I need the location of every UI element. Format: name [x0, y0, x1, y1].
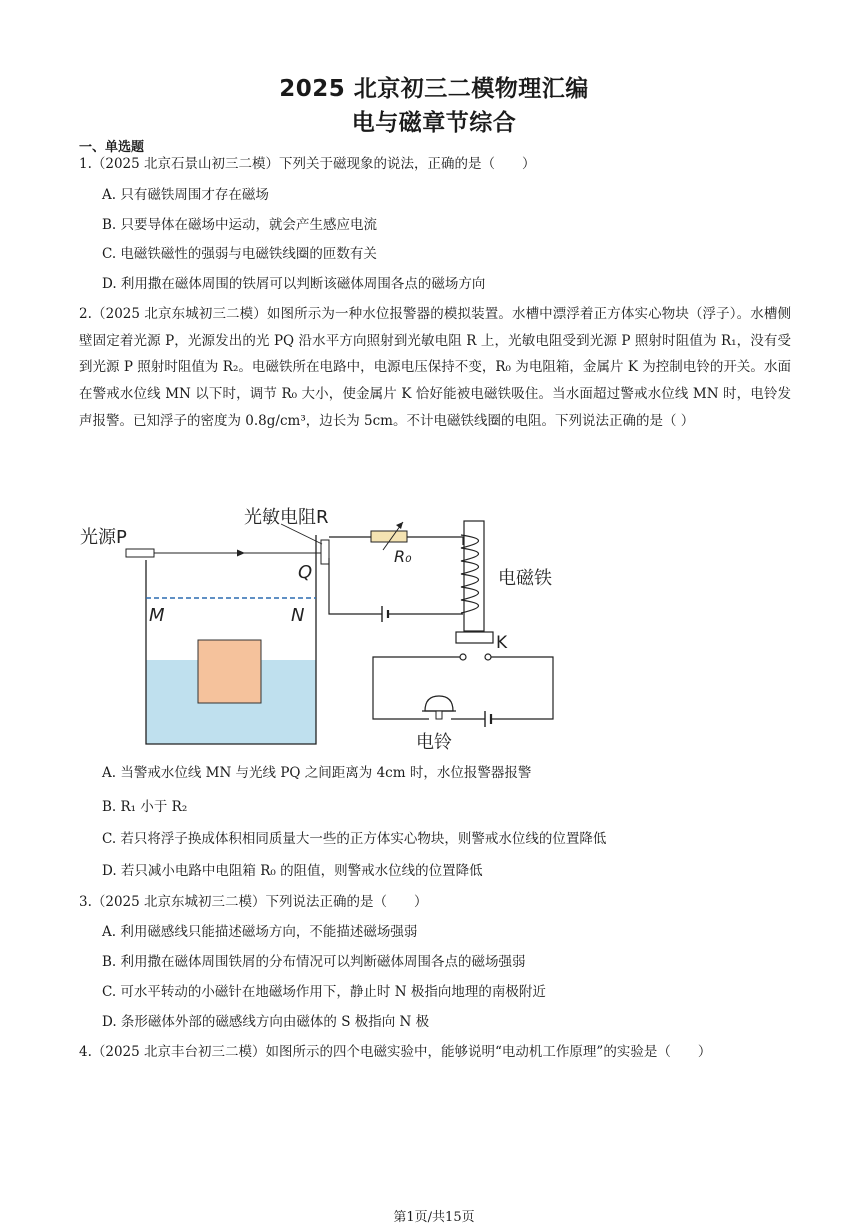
wire-top-right — [407, 537, 463, 545]
label-r0: R₀ — [394, 547, 412, 566]
bell-stem — [436, 711, 442, 719]
label-photoresistor: 光敏电阻R — [244, 507, 329, 528]
question-2-option-b: B. R₁ 小于 R₂ — [102, 799, 188, 815]
light-source-p — [126, 549, 154, 557]
photoresistor-r — [321, 540, 329, 564]
question-4-stem: 4.（2025 北京丰台初三二模）如图所示的四个电磁实验中，能够说明“电动机工作原理”的实验是（ ） — [79, 1044, 712, 1060]
page-footer: 第1页/共15页 — [393, 1210, 475, 1225]
question-2-option-d: D. 若只减小电路中电阻箱 R₀ 的阻值，则警戒水位线的位置降低 — [102, 863, 483, 879]
contact-right — [485, 654, 491, 660]
label-k: K — [496, 633, 508, 653]
question-2-stem: 2.（2025 北京东城初三二模）如图所示为一种水位报警器的模拟装置。水槽中漂浮着正方体实心物块（浮子）。水槽侧壁固定着光源 P，光源发出的光 PQ 沿水平方向照射到光敏电阻 R 上，光敏电阻受到光源 P 照射时阻值为 R₁，没有受到光源 P 照射时阻值为 R₂。电磁铁所在电路中，电源电压保持不变，R₀ 为电阻箱，金属片 K 为控制电铃的开关。水面在警戒水位线 MN 以下时，调节 R₀ 大小，使金属片 K 恰好能被电磁铁吸住。当水面超过警戒水位线 MN 时，电铃发声报警。已知浮子的密度为 0.8g/cm³，边长为 5cm。不计电磁铁线圈的电阻。下列说法正确的是（ ） — [79, 306, 791, 429]
question-3-option-d: D. 条形磁体外部的磁感线方向由磁体的 S 极指向 N 极 — [102, 1014, 430, 1030]
section-heading: 一、单选题 — [79, 140, 145, 155]
contact-left — [460, 654, 466, 660]
question-1-option-a: A. 只有磁铁周围才存在磁场 — [102, 187, 269, 203]
label-light-source: 光源P — [80, 527, 127, 548]
label-m: M — [149, 605, 165, 626]
question-3-option-b: B. 利用撒在磁体周围铁屑的分布情况可以判断磁体周围各点的磁场强弱 — [102, 954, 526, 970]
metal-plate-k — [456, 632, 493, 643]
question-1-option-c: C. 电磁铁磁性的强弱与电磁铁线圈的匝数有关 — [102, 246, 377, 262]
label-q: Q — [298, 562, 313, 583]
question-3-stem: 3.（2025 北京东城初三二模）下列说法正确的是（ ） — [79, 894, 428, 910]
question-3-option-a: A. 利用磁感线只能描述磁场方向，不能描述磁场强弱 — [102, 924, 418, 940]
page-title: 2025 北京初三二模物理汇编 — [279, 76, 589, 102]
r0-arrow-head — [396, 522, 403, 529]
question-3-option-c: C. 可水平转动的小磁针在地磁场作用下，静止时 N 极指向地理的南极附近 — [102, 984, 546, 1000]
question-1-option-b: B. 只要导体在磁场中运动，就会产生感应电流 — [102, 217, 378, 233]
bell-circuit-right — [491, 657, 553, 719]
question-2-option-a: A. 当警戒水位线 MN 与光线 PQ 之间距离为 4cm 时，水位报警器报警 — [102, 765, 532, 781]
bell-icon — [425, 696, 453, 711]
label-bell: 电铃 — [416, 732, 452, 753]
question-1-stem: 1.（2025 北京石景山初三二模）下列关于磁现象的说法，正确的是（ ） — [79, 156, 536, 172]
question-1-option-d: D. 利用撒在磁体周围的铁屑可以判断该磁体周围各点的磁场方向 — [102, 276, 486, 292]
label-electromagnet: 电磁铁 — [498, 568, 552, 589]
label-n: N — [291, 605, 305, 626]
beam-arrow — [237, 550, 245, 557]
resistor-box-r0 — [371, 531, 407, 542]
wire-left — [329, 558, 382, 614]
question-2-option-c: C. 若只将浮子换成体积相同质量大一些的正方体实心物块，则警戒水位线的位置降低 — [102, 831, 607, 847]
float-block — [198, 640, 261, 703]
water-level-alarm-figure — [76, 500, 576, 756]
page-subtitle: 电与磁章节综合 — [351, 110, 517, 136]
